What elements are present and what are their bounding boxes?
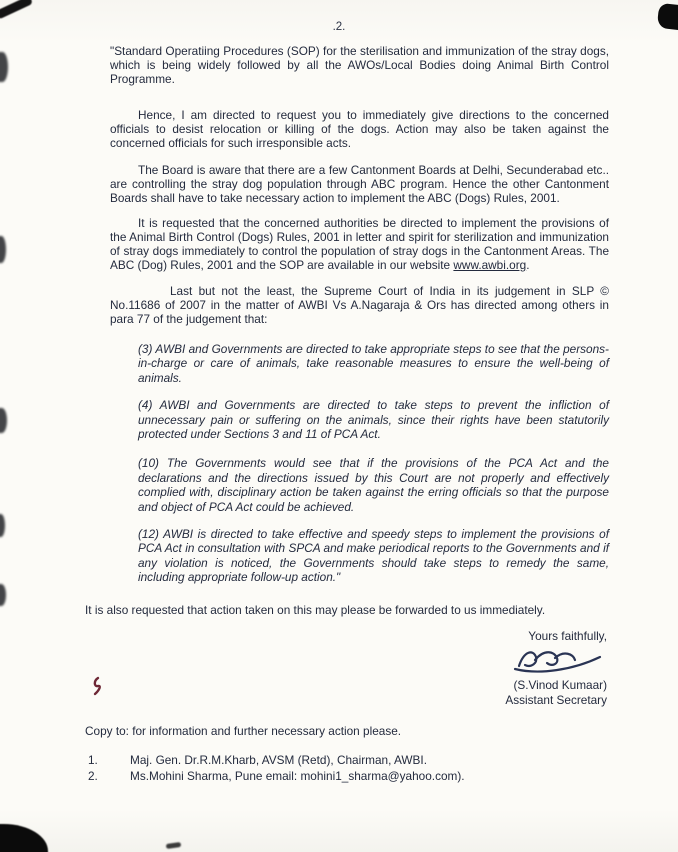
scan-smudge-left-2 bbox=[0, 236, 6, 263]
letter-body bbox=[85, 44, 609, 784]
scan-smudge-bottom-left bbox=[0, 824, 48, 852]
quote-para-10: (10) The Governments would see that if the provisions of the PCA Act and the declarations and the directions issued by this Court are not properly and effectively complied with, disciplinary action be taken against the erring officials so that the purpose and object of PCA Act could be achieved. bbox=[138, 456, 609, 514]
signatory-title: Assistant Secretary bbox=[505, 692, 607, 707]
judgement-quotes bbox=[138, 342, 609, 585]
copy-to-item-2-text: Ms.Mohini Sharma, Pune email: mohini1_sharma@yahoo.com). bbox=[130, 768, 465, 783]
copy-to-heading: Copy to: for information and further necessary action please. bbox=[85, 723, 402, 738]
copy-to-item-2 bbox=[88, 768, 609, 784]
copy-to-item-1-number: 1. bbox=[88, 752, 98, 767]
action-request-line: It is also requested that action taken on this may please be forwarded to us immediately. bbox=[85, 602, 546, 617]
pen-mark bbox=[90, 676, 104, 701]
awbi-website-link: www.awbi.org bbox=[453, 258, 527, 272]
quote-para-4: (4) AWBI and Governments are directed to take steps to prevent the infliction of unnecessary pain or suffering on the animals, since their rights have been statutorily protected under Sections 3 and 11 of PCA Act. bbox=[138, 398, 609, 442]
scan-smudge-bottom-middle bbox=[166, 842, 182, 849]
signatory-name: (S.Vinod Kumaar) bbox=[513, 677, 607, 692]
copy-to-item-2-number: 2. bbox=[88, 768, 98, 783]
paragraph-abc-rules-request bbox=[110, 216, 609, 272]
paragraph-cantonment-boards: The Board is aware that there are a few Cantonment Boards at Delhi, Secunderabad etc.. are controlling the stray dog population through ABC program. Hence the other Cantonment Boards shall have to take necessary action to implement the ABC (Dogs) Rules, 2001. bbox=[110, 163, 609, 205]
paragraph-sop: "Standard Operatiing Procedures (SOP) for the sterilisation and immunization of the stray dogs, which is being widely followed by all the AWOs/Local Bodies doing Animal Birth Control Programme. bbox=[110, 44, 609, 86]
quote-para-12: (12) AWBI is directed to take effective and speedy steps to implement the provisions of PCA Act in consultation with SPCA and make periodical reports to the Governments and if any violation is noticed, the Governments should take steps to remedy the same, including appropriate follow-up action." bbox=[138, 527, 609, 585]
scan-smudge-top-left bbox=[0, 0, 33, 20]
paragraph-hence-directions: Hence, I am directed to request you to immediately give directions to the concerned officials to desist relocation or killing of the dogs. Action may also be taken against the concerned officials for such irresponsible acts. bbox=[110, 108, 609, 150]
paragraph-supreme-court: Last but not the least, the Supreme Court of India in its judgement in SLP © No.11686 of 2007 in the matter of AWBI Vs A.Nagaraja & Ors has directed among others in para 77 of the judgement that: bbox=[110, 284, 609, 326]
signature bbox=[110, 646, 603, 676]
copy-to-item-1 bbox=[88, 752, 609, 768]
scan-smudge-left-1 bbox=[0, 52, 8, 82]
page-number: .2. bbox=[332, 21, 346, 33]
paragraph-abc-rules-text: It is requested that the concerned authorities be directed to implement the provisions of the Animal Birth Control (Dogs) Rules, 2001 in letter and spirit for sterilization and immunization of stray dogs immediately to control the population of stray dogs in the Cantonment Areas. The ABC (Dog) Rules, 2001 and the SOP are available in our website bbox=[110, 216, 609, 272]
paragraph-abc-rules-text-end: . bbox=[526, 258, 530, 272]
closing-block bbox=[110, 629, 607, 708]
scan-smudge-left-5 bbox=[0, 584, 6, 606]
scan-smudge-left-4 bbox=[0, 514, 5, 537]
valediction: Yours faithfully, bbox=[528, 628, 607, 643]
scan-smudge-left-3 bbox=[0, 408, 7, 433]
quote-para-3: (3) AWBI and Governments are directed to take appropriate steps to see that the persons-in-charge or care of animals, take reasonable measures to ensure the well-being of animals. bbox=[138, 342, 609, 385]
copy-to-item-1-text: Maj. Gen. Dr.R.M.Kharb, AVSM (Retd), Chairman, AWBI. bbox=[130, 752, 427, 767]
copy-to-list bbox=[88, 752, 609, 784]
